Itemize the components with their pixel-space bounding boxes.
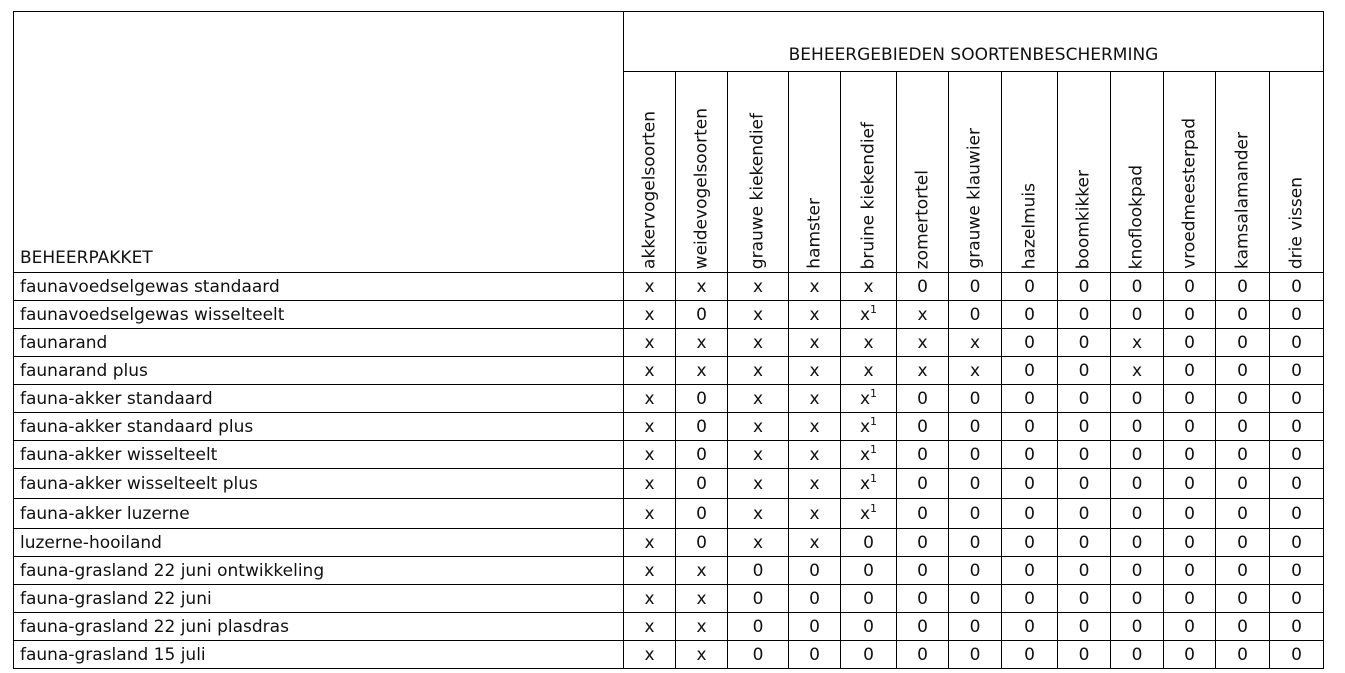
table-cell: 0 (1111, 413, 1164, 441)
table-cell: 0 (1058, 357, 1111, 385)
table-cell: 0 (1216, 273, 1270, 301)
table-cell: x (676, 613, 728, 641)
package-label: faunarand (14, 329, 624, 357)
table-cell: 0 (1164, 613, 1216, 641)
table-cell: 0 (897, 585, 949, 613)
table-cell: 0 (1002, 385, 1058, 413)
table-cell: 0 (1164, 357, 1216, 385)
table-cell: 0 (1111, 469, 1164, 499)
table-cell: 0 (1164, 469, 1216, 499)
table-cell: 0 (1002, 441, 1058, 469)
species-label: weidevogelsoorten (691, 107, 711, 269)
table-cell: 0 (1270, 413, 1324, 441)
table-cell: x (789, 273, 841, 301)
table-cell: 0 (676, 499, 728, 529)
species-label: hamster (804, 198, 824, 269)
table-cell: 0 (1111, 385, 1164, 413)
species-label: akkervogelsoorten (639, 111, 659, 269)
table-cell: 0 (949, 585, 1002, 613)
table-cell: 0 (1164, 329, 1216, 357)
table-cell: 0 (728, 557, 789, 585)
table-cell: $x^1$ (841, 385, 897, 413)
package-label: fauna-akker standaard (14, 385, 624, 413)
table-cell: 0 (1164, 585, 1216, 613)
footnote-mark: 1 (870, 501, 878, 515)
table-cell: 0 (949, 385, 1002, 413)
species-label: zomertortel (912, 169, 932, 269)
table-cell: x (789, 329, 841, 357)
table-cell: x (624, 469, 676, 499)
table-cell: 0 (949, 557, 1002, 585)
table-cell: $x^1$ (841, 469, 897, 499)
table-cell: x (676, 357, 728, 385)
table-cell: x (676, 273, 728, 301)
table-cell: 0 (1270, 273, 1324, 301)
table-cell: x (1111, 357, 1164, 385)
table-cell: 0 (841, 557, 897, 585)
table-cell: 0 (789, 641, 841, 669)
package-label: fauna-grasland 22 juni plasdras (14, 613, 624, 641)
table-cell: 0 (1058, 641, 1111, 669)
species-header (1216, 72, 1270, 273)
footnote-mark: 1 (870, 442, 878, 456)
table-cell: 0 (676, 385, 728, 413)
table-cell: 0 (676, 441, 728, 469)
table-cell: x (1111, 329, 1164, 357)
table-cell: x (624, 585, 676, 613)
table-cell: 0 (1164, 413, 1216, 441)
table-row (14, 529, 1324, 557)
table-cell: 0 (1058, 529, 1111, 557)
species-header (789, 72, 841, 273)
table-cell: x (728, 357, 789, 385)
table-cell: 0 (1216, 413, 1270, 441)
package-label: faunavoedselgewas wisselteelt (14, 301, 624, 329)
table-cell: 0 (841, 613, 897, 641)
table-cell: 0 (897, 413, 949, 441)
table-cell: x (789, 469, 841, 499)
table-cell: x (676, 329, 728, 357)
table-cell: 0 (897, 385, 949, 413)
table-cell: 0 (1111, 529, 1164, 557)
table-row (14, 413, 1324, 441)
table-cell: 0 (1216, 641, 1270, 669)
table-cell: 0 (841, 585, 897, 613)
table-cell: x (624, 413, 676, 441)
table-cell: 0 (1164, 529, 1216, 557)
species-label: kamsalamander (1232, 132, 1252, 269)
table-cell: 0 (1270, 385, 1324, 413)
table-cell: 0 (1216, 585, 1270, 613)
table-cell: 0 (1270, 585, 1324, 613)
table-cell: x (624, 613, 676, 641)
footnote-mark: 1 (870, 302, 878, 316)
table-cell: 0 (897, 613, 949, 641)
table-cell: x (624, 529, 676, 557)
table-cell: 0 (1111, 273, 1164, 301)
table-cell: 0 (1270, 441, 1324, 469)
table-cell: 0 (1058, 469, 1111, 499)
table-cell: 0 (1270, 357, 1324, 385)
package-label: fauna-akker luzerne (14, 499, 624, 529)
table-row (14, 557, 1324, 585)
package-label: fauna-grasland 15 juli (14, 641, 624, 669)
table-cell: 0 (1164, 557, 1216, 585)
table-cell: 0 (1216, 613, 1270, 641)
table-cell: 0 (897, 469, 949, 499)
table-cell: 0 (897, 499, 949, 529)
table-cell: x (624, 499, 676, 529)
species-header (1058, 72, 1111, 273)
table-cell: 0 (728, 585, 789, 613)
table-cell: 0 (949, 529, 1002, 557)
species-protection-table (13, 11, 1324, 669)
package-label: fauna-akker wisselteelt (14, 441, 624, 469)
table-cell: 0 (1216, 357, 1270, 385)
group-header: BEHEERGEBIEDEN SOORTENBESCHERMING (624, 12, 1324, 72)
species-header (897, 72, 949, 273)
table-cell: 0 (1270, 557, 1324, 585)
table-cell: 0 (1216, 529, 1270, 557)
table-cell: x (676, 641, 728, 669)
table-cell: 0 (1216, 385, 1270, 413)
table-cell: $x^1$ (841, 499, 897, 529)
table-cell: 0 (1058, 557, 1111, 585)
table-cell: 0 (897, 641, 949, 669)
table-cell: 0 (949, 499, 1002, 529)
table-cell: x (624, 385, 676, 413)
table-cell: x (624, 329, 676, 357)
table-row (14, 585, 1324, 613)
table-cell: 0 (1058, 413, 1111, 441)
table-cell: x (789, 499, 841, 529)
table-cell: x (841, 273, 897, 301)
table-cell: 0 (1164, 499, 1216, 529)
species-header (949, 72, 1002, 273)
table-cell: 0 (1002, 413, 1058, 441)
species-label: hazelmuis (1019, 182, 1039, 269)
species-label: drie vissen (1286, 176, 1306, 269)
table-cell: 0 (1058, 329, 1111, 357)
table-cell: 0 (1002, 357, 1058, 385)
table-row (14, 385, 1324, 413)
table-cell: 0 (841, 641, 897, 669)
table-cell: 0 (1002, 585, 1058, 613)
package-label: fauna-akker wisselteelt plus (14, 469, 624, 499)
table-cell: 0 (1111, 441, 1164, 469)
package-label: luzerne-hooiland (14, 529, 624, 557)
footnote-mark: 1 (870, 386, 878, 400)
package-label: fauna-grasland 22 juni (14, 585, 624, 613)
table-cell: $x^1$ (841, 413, 897, 441)
table-cell: 0 (1270, 329, 1324, 357)
table-cell: 0 (897, 529, 949, 557)
table-cell: x (789, 385, 841, 413)
table-cell: 0 (949, 273, 1002, 301)
table-cell: x (624, 557, 676, 585)
table-cell: 0 (1216, 469, 1270, 499)
table-cell: 0 (676, 529, 728, 557)
package-label: faunavoedselgewas standaard (14, 273, 624, 301)
table-cell: 0 (1164, 385, 1216, 413)
table-cell: 0 (789, 613, 841, 641)
table-cell: 0 (1111, 585, 1164, 613)
table-cell: x (949, 357, 1002, 385)
table-cell: x (841, 329, 897, 357)
table-cell: 0 (1002, 557, 1058, 585)
table-cell: 0 (1270, 641, 1324, 669)
table-cell: 0 (1002, 329, 1058, 357)
table-row (14, 329, 1324, 357)
table-cell: x (676, 557, 728, 585)
table-cell: 0 (1002, 469, 1058, 499)
table-cell: 0 (1002, 641, 1058, 669)
table-cell: 0 (1111, 641, 1164, 669)
table-cell: 0 (1058, 273, 1111, 301)
table-cell: x (624, 357, 676, 385)
table-cell: x (728, 499, 789, 529)
table-cell: 0 (1164, 641, 1216, 669)
package-label: faunarand plus (14, 357, 624, 385)
table-cell: 0 (1270, 613, 1324, 641)
table-cell: 0 (897, 557, 949, 585)
species-header (728, 72, 789, 273)
table-cell: 0 (1058, 499, 1111, 529)
species-header (676, 72, 728, 273)
table-cell: x (728, 469, 789, 499)
table-cell: $x^1$ (841, 441, 897, 469)
table-cell: x (841, 357, 897, 385)
table-cell: 0 (1058, 301, 1111, 329)
table-cell: x (897, 357, 949, 385)
table-cell: 0 (949, 613, 1002, 641)
table-cell: 0 (1216, 301, 1270, 329)
table-cell: 0 (728, 613, 789, 641)
package-label: fauna-akker standaard plus (14, 413, 624, 441)
table-row (14, 469, 1324, 499)
table-cell: 0 (1216, 441, 1270, 469)
species-label: bruine kiekendief (858, 121, 878, 269)
table-cell: 0 (1270, 469, 1324, 499)
table-cell: x (728, 413, 789, 441)
row-header: BEHEERPAKKET (14, 12, 624, 273)
table-cell: x (728, 273, 789, 301)
table-cell: x (897, 301, 949, 329)
table-cell: x (728, 385, 789, 413)
table-cell: 0 (1216, 499, 1270, 529)
species-label: grauwe klauwier (964, 128, 985, 269)
table-cell: 0 (949, 641, 1002, 669)
species-label: vroedmeesterpad (1179, 118, 1199, 269)
table-cell: 0 (1058, 441, 1111, 469)
table-cell: 0 (1002, 613, 1058, 641)
table-cell: 0 (1164, 273, 1216, 301)
footnote-mark: 1 (870, 471, 878, 485)
table-cell: 0 (1111, 301, 1164, 329)
table-cell: x (897, 329, 949, 357)
table-cell: x (789, 529, 841, 557)
table-row (14, 499, 1324, 529)
species-label: boomkikker (1073, 169, 1094, 269)
table-cell: x (728, 329, 789, 357)
package-label: fauna-grasland 22 juni ontwikkeling (14, 557, 624, 585)
table-cell: x (949, 329, 1002, 357)
table-cell: 0 (1058, 613, 1111, 641)
table-row (14, 357, 1324, 385)
table-cell: 0 (1058, 385, 1111, 413)
table-cell: x (624, 641, 676, 669)
table-cell: 0 (897, 273, 949, 301)
table-cell: 0 (1164, 301, 1216, 329)
table-cell: 0 (949, 413, 1002, 441)
table-row (14, 613, 1324, 641)
table-cell: 0 (841, 529, 897, 557)
table-cell: 0 (949, 301, 1002, 329)
species-header (624, 72, 676, 273)
table-cell: x (789, 301, 841, 329)
table-cell: 0 (1270, 301, 1324, 329)
species-label: grauwe kiekendief (747, 112, 768, 269)
table-cell: 0 (1002, 529, 1058, 557)
table-cell: 0 (1270, 499, 1324, 529)
table-cell: x (789, 441, 841, 469)
table-row (14, 641, 1324, 669)
table-cell: 0 (1002, 301, 1058, 329)
table-cell: 0 (1216, 557, 1270, 585)
table-cell: 0 (1270, 529, 1324, 557)
table-cell: 0 (728, 641, 789, 669)
table-cell: x (624, 301, 676, 329)
table-cell: x (728, 301, 789, 329)
table-cell: x (624, 273, 676, 301)
table-cell: x (728, 529, 789, 557)
table-cell: 0 (789, 585, 841, 613)
table-cell: 0 (1111, 557, 1164, 585)
table-row (14, 441, 1324, 469)
table-cell: 0 (1002, 273, 1058, 301)
table-cell: x (789, 413, 841, 441)
table-cell: $x^1$ (841, 301, 897, 329)
table-cell: 0 (1111, 499, 1164, 529)
table-row (14, 273, 1324, 301)
table-cell: 0 (1216, 329, 1270, 357)
species-header (841, 72, 897, 273)
table-cell: 0 (789, 557, 841, 585)
footnote-mark: 1 (870, 414, 878, 428)
table-cell: 0 (949, 469, 1002, 499)
table-cell: 0 (897, 441, 949, 469)
species-label: knoflookpad (1126, 164, 1147, 269)
table-cell: 0 (1002, 499, 1058, 529)
table-row (14, 301, 1324, 329)
table-cell: x (789, 357, 841, 385)
table-cell: 0 (949, 441, 1002, 469)
table-cell: 0 (676, 413, 728, 441)
species-header (1270, 72, 1324, 273)
species-header (1002, 72, 1058, 273)
table-cell: 0 (676, 301, 728, 329)
table-cell: 0 (1164, 441, 1216, 469)
table-cell: x (624, 441, 676, 469)
table-cell: x (728, 441, 789, 469)
table-cell: 0 (1111, 613, 1164, 641)
species-header (1111, 72, 1164, 273)
table-cell: 0 (676, 469, 728, 499)
species-header (1164, 72, 1216, 273)
table-cell: x (676, 585, 728, 613)
table-cell: 0 (1058, 585, 1111, 613)
